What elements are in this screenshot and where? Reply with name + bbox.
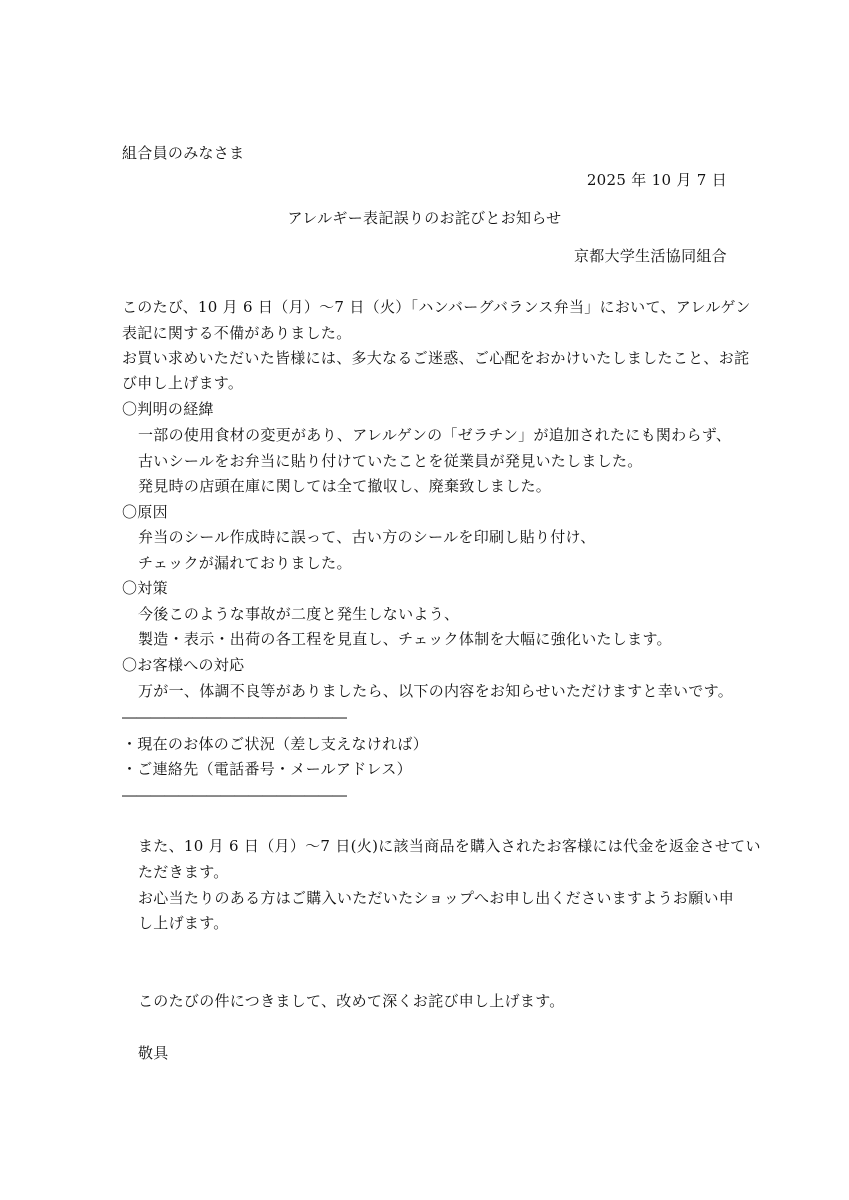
section-line: 今後このような事故が二度と発生しないよう、 (138, 605, 460, 623)
section-heading-cause: 〇原因 (122, 503, 168, 521)
request-item: ・現在のお体のご状況（差し支えなければ） (122, 735, 429, 753)
section-line: 古いシールをお弁当に貼り付けていたことを従業員が発見いたしました。 (138, 452, 643, 470)
request-item: ・ご連絡先（電話番号・メールアドレス） (122, 760, 412, 778)
divider-rule: ―――――――――――――――― (122, 786, 346, 804)
refund-line: お心当たりのある方はご購入いただいたショップへお申し出くださいますようお願い申 (138, 889, 735, 907)
intro-line: このたび、10 月 6 日（月）～7 日（火）「ハンバーグバランス弁当」において、アレルゲン (122, 298, 751, 316)
sign-off: 敬具 (138, 1044, 169, 1062)
section-line: 製造・表示・出荷の各工程を見直し、チェック体制を大幅に強化いたします。 (138, 630, 672, 648)
closing-line: このたびの件につきまして、改めて深くお詫び申し上げます。 (138, 992, 565, 1010)
intro-line: 表記に関する不備がありました。 (122, 324, 352, 342)
section-line: 万が一、体調不良等がありましたら、以下の内容をお知らせいただけますと幸いです。 (138, 682, 734, 700)
refund-line: また、10 月 6 日（月）～7 日(火)に該当商品を購入されたお客様には代金を返金させてい (138, 837, 761, 855)
intro-line: び申し上げます。 (122, 374, 244, 392)
section-heading-customer-response: 〇お客様への対応 (122, 656, 245, 674)
intro-line: お買い求めいただいた皆様には、多大なるご迷惑、ご心配をおかけいたしましたこと、お詫 (122, 349, 750, 367)
notice-date: 2025 年 10 月 7 日 (586, 171, 727, 189)
notice-title: アレルギー表記誤りのお詫びとお知らせ (287, 209, 562, 227)
section-line: チェックが漏れておりました。 (138, 554, 352, 572)
refund-line: ただきます。 (138, 863, 229, 881)
refund-line: し上げます。 (138, 914, 229, 932)
divider-rule: ―――――――――――――――― (122, 708, 346, 726)
section-line: 発見時の店頭在庫に関しては全て撤収し、廃棄致しました。 (138, 477, 552, 495)
addressee: 組合員のみなさま (122, 144, 245, 162)
section-heading-circumstances: 〇判明の経緯 (122, 400, 214, 418)
section-heading-countermeasures: 〇対策 (122, 579, 168, 597)
issuer-name: 京都大学生活協同組合 (573, 247, 727, 265)
section-line: 一部の使用食材の変更があり、アレルゲンの「ゼラチン」が追加されたにも関わらず、 (138, 426, 732, 444)
section-line: 弁当のシール作成時に誤って、古い方のシールを印刷し貼り付け、 (138, 528, 596, 546)
